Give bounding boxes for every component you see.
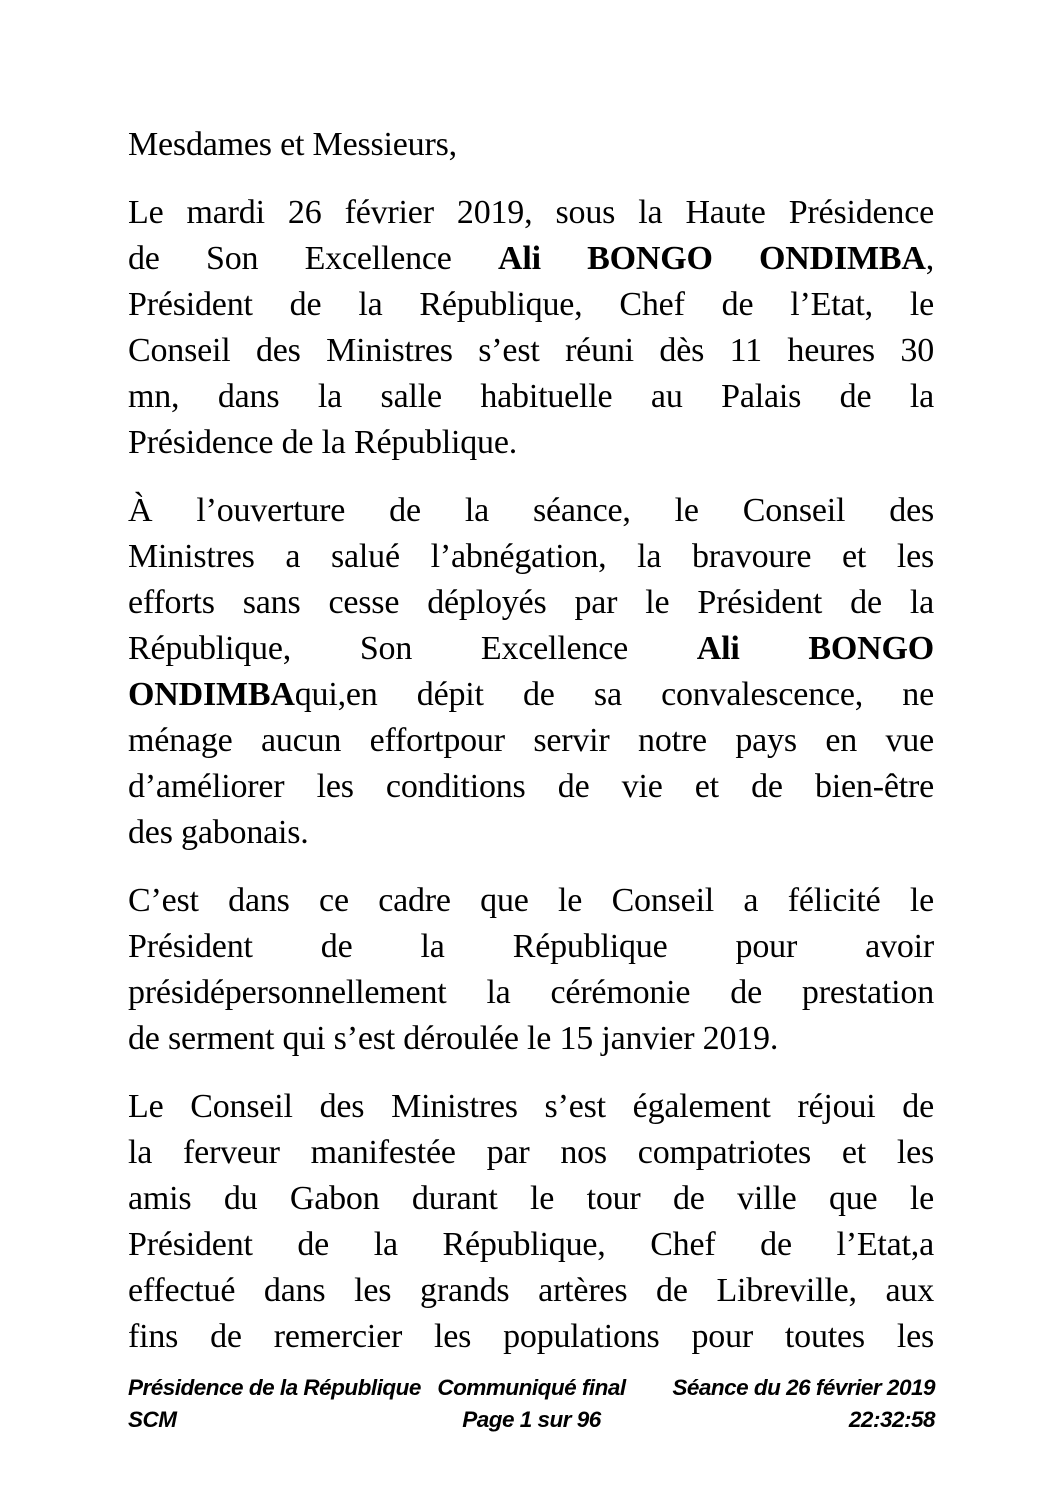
text-line [128, 764, 934, 810]
footer-time: 22:32:58 [848, 1407, 935, 1432]
body-text: effectué dans les grands artères de Libreville, aux [128, 1272, 934, 1309]
footer-doc-type: Communiqué final [437, 1375, 626, 1400]
body-text: Président de la République, Chef de l’Etat,a [128, 1226, 934, 1263]
text-line [128, 1268, 934, 1314]
page-footer [128, 1372, 935, 1436]
footer-session-date: Séance du 26 février 2019 [672, 1375, 935, 1400]
body-text: Le mardi 26 février 2019, sous la Haute Présidence [128, 194, 934, 231]
text-line [128, 672, 934, 718]
body-text: efforts sans cesse déployés par le Président de la [128, 584, 934, 621]
body-text: d’améliorer les conditions de vie et de bien-être [128, 768, 934, 805]
footer-scm: SCM [128, 1407, 177, 1432]
paragraph [128, 122, 934, 168]
body-text: fins de remercier les populations pour toutes les [128, 1318, 934, 1355]
bold-text: Ali BONGO [696, 630, 934, 667]
text-line [128, 122, 934, 168]
text-line [128, 190, 934, 236]
text-line [128, 420, 934, 466]
text-line [128, 924, 934, 970]
text-line [128, 718, 934, 764]
body-text: amis du Gabon durant le tour de ville que le [128, 1180, 934, 1217]
body-text: de Son Excellence [128, 240, 498, 277]
body-text: , [925, 240, 934, 277]
body-text: qui,en dépit de sa convalescence, ne [294, 676, 934, 713]
body-text: République, Son Excellence [128, 630, 697, 667]
text-line [128, 580, 934, 626]
body-text: la ferveur manifestée par nos compatriotes et les [128, 1134, 934, 1171]
text-line [128, 1016, 934, 1062]
text-line [128, 1176, 934, 1222]
text-line [128, 878, 934, 924]
body-text: des gabonais. [128, 814, 309, 851]
body-text: Présidence de la République. [128, 424, 518, 461]
text-line [128, 970, 934, 1016]
text-line [128, 282, 934, 328]
paragraph [128, 878, 934, 1062]
body-text: Mesdames et Messieurs, [128, 126, 457, 163]
body-text: Président de la République, Chef de l’Etat, le [128, 286, 934, 323]
text-line [128, 1314, 934, 1360]
footer-left [128, 1372, 427, 1436]
body-text: Le Conseil des Ministres s’est également réjoui de [128, 1088, 934, 1125]
paragraph [128, 190, 934, 466]
body-text: de serment qui s’est déroulée le 15 janvier 2019. [128, 1020, 779, 1057]
body-text: présidépersonnellement la cérémonie de prestation [128, 974, 934, 1011]
footer-right [636, 1372, 935, 1436]
bold-text: ONDIMBA [128, 676, 295, 713]
text-line [128, 1084, 934, 1130]
text-line [128, 1222, 934, 1268]
paragraph [128, 1084, 934, 1360]
footer-page-number: Page 1 sur 96 [462, 1407, 601, 1432]
bold-text: Ali BONGO ONDIMBA [497, 240, 926, 277]
body-text: C’est dans ce cadre que le Conseil a félicité le [128, 882, 934, 919]
text-line [128, 626, 934, 672]
paragraph [128, 488, 934, 856]
body-text: Ministres a salué l’abnégation, la bravoure et les [128, 538, 934, 575]
body-text: mn, dans la salle habituelle au Palais de la [128, 378, 934, 415]
footer-org: Présidence de la République [128, 1375, 421, 1400]
text-line [128, 810, 934, 856]
footer-center [437, 1372, 625, 1436]
body-text: Conseil des Ministres s’est réuni dès 11 heures 30 [128, 332, 934, 369]
text-line [128, 488, 934, 534]
text-line [128, 1130, 934, 1176]
text-line [128, 328, 934, 374]
body-text: ménage aucun effortpour servir notre pays en vue [128, 722, 934, 759]
document-body [128, 122, 934, 1382]
text-line [128, 534, 934, 580]
body-text: À l’ouverture de la séance, le Conseil des [128, 492, 934, 529]
text-line [128, 374, 934, 420]
text-line [128, 236, 934, 282]
body-text: Président de la République pour avoir [128, 928, 934, 965]
